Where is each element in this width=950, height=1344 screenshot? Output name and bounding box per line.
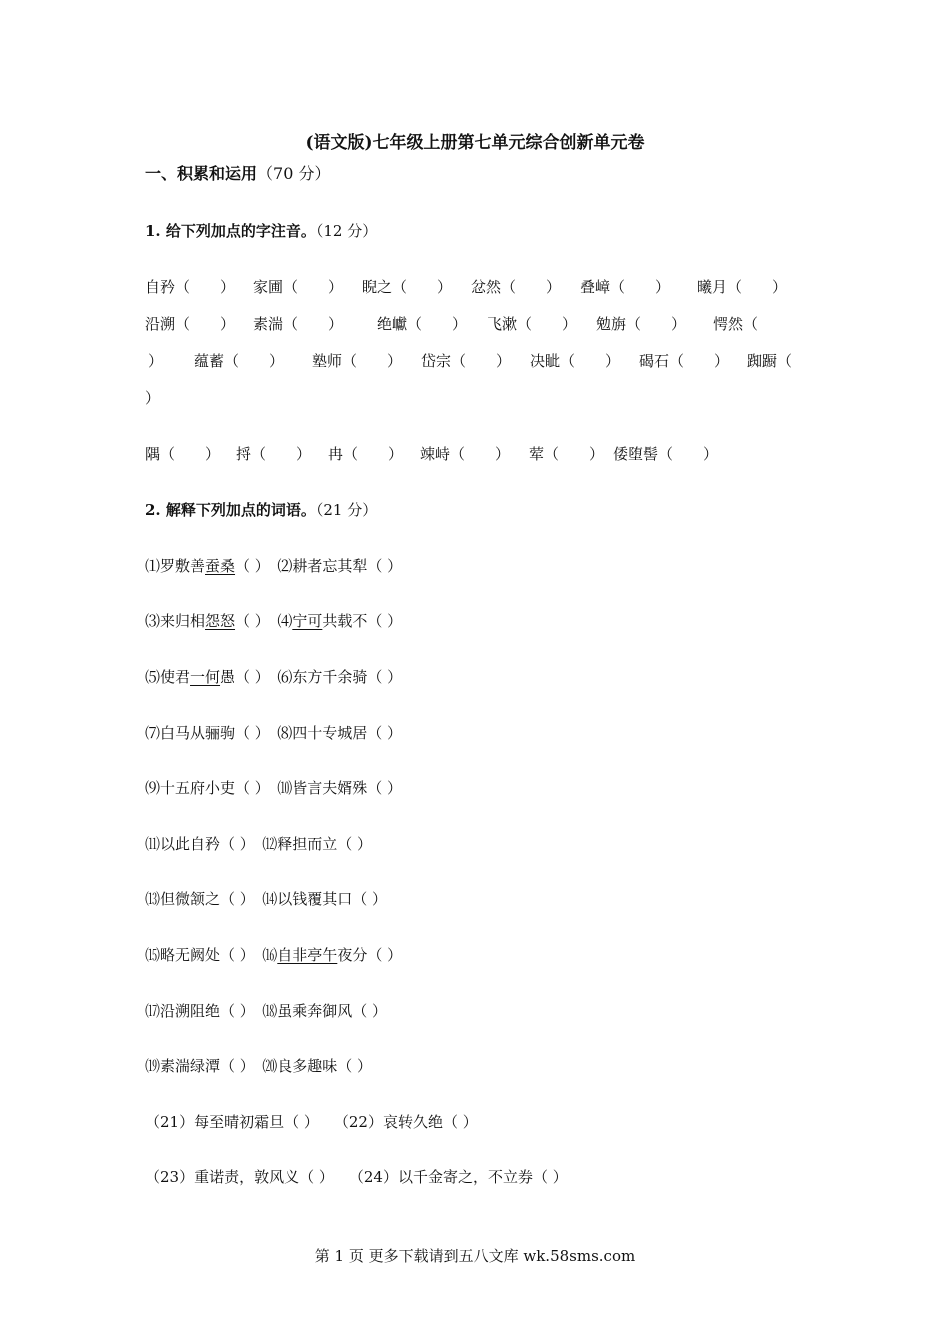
pinyin-item: 决眦（ ） — [530, 352, 621, 370]
item-text: ⑾以此自矜（ ） — [145, 835, 255, 853]
item-text: ⒀但微颔之（ ） — [145, 890, 255, 908]
pinyin-item: 冉（ ） — [328, 445, 404, 463]
definition-line — [145, 1166, 568, 1187]
item-text: （24）以千金寄之，不立券（ ） — [348, 1168, 568, 1186]
item-underlined: 蚕桑 — [205, 557, 236, 575]
item-text: （22）哀转久绝（ ） — [333, 1113, 478, 1131]
pinyin-item: 碣石（ ） — [639, 352, 730, 370]
item-text: ⒂略无阙处（ ） — [145, 946, 255, 964]
section-score: （70 分） — [257, 164, 331, 183]
item-text: （21）每至晴初霜旦（ ） — [145, 1113, 319, 1131]
item-underlined: 自非亭午 — [277, 946, 338, 964]
item-text: （23）重诺责，敦风义（ ） — [145, 1168, 334, 1186]
definition-line — [145, 555, 402, 576]
definition-line — [145, 610, 402, 631]
question-1-heading — [145, 220, 377, 241]
pinyin-item: ） — [148, 352, 164, 370]
definition-line — [145, 1111, 478, 1132]
pinyin-item: 沿溯（ ） — [145, 315, 236, 333]
item-text: ⒆素湍绿潭（ ） — [145, 1057, 255, 1075]
pinyin-item: 竦峙（ ） — [420, 445, 511, 463]
definition-line — [145, 944, 402, 965]
item-text: ⑶来归相 — [145, 612, 206, 630]
definition-line — [145, 888, 387, 909]
question-2-heading — [145, 499, 377, 520]
item-text: ⑽皆言夫婿殊（ ） — [277, 779, 403, 797]
pinyin-item: 蕴蓄（ ） — [194, 352, 285, 370]
question-1-score: （12 分） — [315, 222, 378, 240]
pinyin-item: 捋（ ） — [236, 445, 312, 463]
pinyin-item: 勉旃（ ） — [596, 315, 687, 333]
section-heading — [145, 161, 330, 184]
item-text: ⑸使君 — [145, 668, 191, 686]
item-text: 夜分（ ） — [337, 946, 403, 964]
item-text: ⑴罗敷善 — [145, 557, 206, 575]
pinyin-item: 塾师（ ） — [312, 352, 403, 370]
definition-line — [145, 666, 402, 687]
item-text: （ ） — [235, 612, 270, 630]
item-text: ⒁以钱覆其口（ ） — [262, 890, 388, 908]
pinyin-item: 绝巘（ ） — [377, 315, 468, 333]
item-text: ⑼十五府小吏（ ） — [145, 779, 270, 797]
item-text: ⑹东方千余骑（ ） — [277, 668, 403, 686]
page-footer: 第 1 页 更多下载请到五八文库 wk.58sms.com — [314, 1247, 636, 1265]
document-title: (语文版)七年级上册第七单元综合创新单元卷 — [305, 133, 645, 153]
item-text: ⑻四十专城居（ ） — [277, 724, 403, 742]
item-text: ⒇良多趣味（ ） — [262, 1057, 373, 1075]
pinyin-item: ） — [145, 389, 161, 407]
item-underlined: 一何 — [190, 668, 221, 686]
item-text: 共载不（ ） — [322, 612, 403, 630]
pinyin-item: 曦月（ ） — [697, 278, 788, 296]
item-text: ⑿释担而立（ ） — [262, 835, 373, 853]
definition-line — [145, 1000, 387, 1021]
pinyin-item: 忿然（ ） — [471, 278, 562, 296]
definition-line — [145, 833, 372, 854]
pinyin-item: 飞漱（ ） — [487, 315, 578, 333]
definition-line — [145, 777, 402, 798]
item-text: ⑵耕者忘其犁（ ） — [277, 557, 403, 575]
item-text: 愚（ ） — [220, 668, 270, 686]
definition-line — [145, 722, 402, 743]
definition-line — [145, 1055, 372, 1076]
question-2-label: 2. 解释下列加点的词语。 — [145, 501, 316, 519]
section-label: 一、积累和运用 — [145, 164, 258, 183]
item-text: ⑷ — [277, 612, 293, 630]
pinyin-item: 自矜（ ） — [145, 278, 236, 296]
pinyin-item: 素湍（ ） — [253, 315, 344, 333]
pinyin-item: 倭堕髻（ ） — [613, 445, 719, 463]
item-text: ⑺白马从骊驹（ ） — [145, 724, 270, 742]
pinyin-item: 隅（ ） — [145, 445, 221, 463]
pinyin-item: 踟蹰（ — [747, 352, 793, 370]
item-underlined: 宁可 — [292, 612, 323, 630]
item-text: ⒅虽乘奔御风（ ） — [262, 1002, 388, 1020]
pinyin-item: 睨之（ ） — [362, 278, 453, 296]
item-underlined: 怨怒 — [205, 612, 236, 630]
pinyin-item: 叠嶂（ ） — [580, 278, 671, 296]
pinyin-item: 愕然（ — [713, 315, 759, 333]
item-text: ⒃ — [262, 946, 278, 964]
item-text: ⒄沿溯阻绝（ ） — [145, 1002, 255, 1020]
pinyin-item: 岱宗（ ） — [421, 352, 512, 370]
question-2-score: （21 分） — [315, 501, 378, 519]
pinyin-item: 家圃（ ） — [253, 278, 344, 296]
pinyin-item: 荤（ ） — [529, 445, 605, 463]
item-text: （ ） — [235, 557, 270, 575]
question-1-label: 1. 给下列加点的字注音。 — [145, 222, 316, 240]
